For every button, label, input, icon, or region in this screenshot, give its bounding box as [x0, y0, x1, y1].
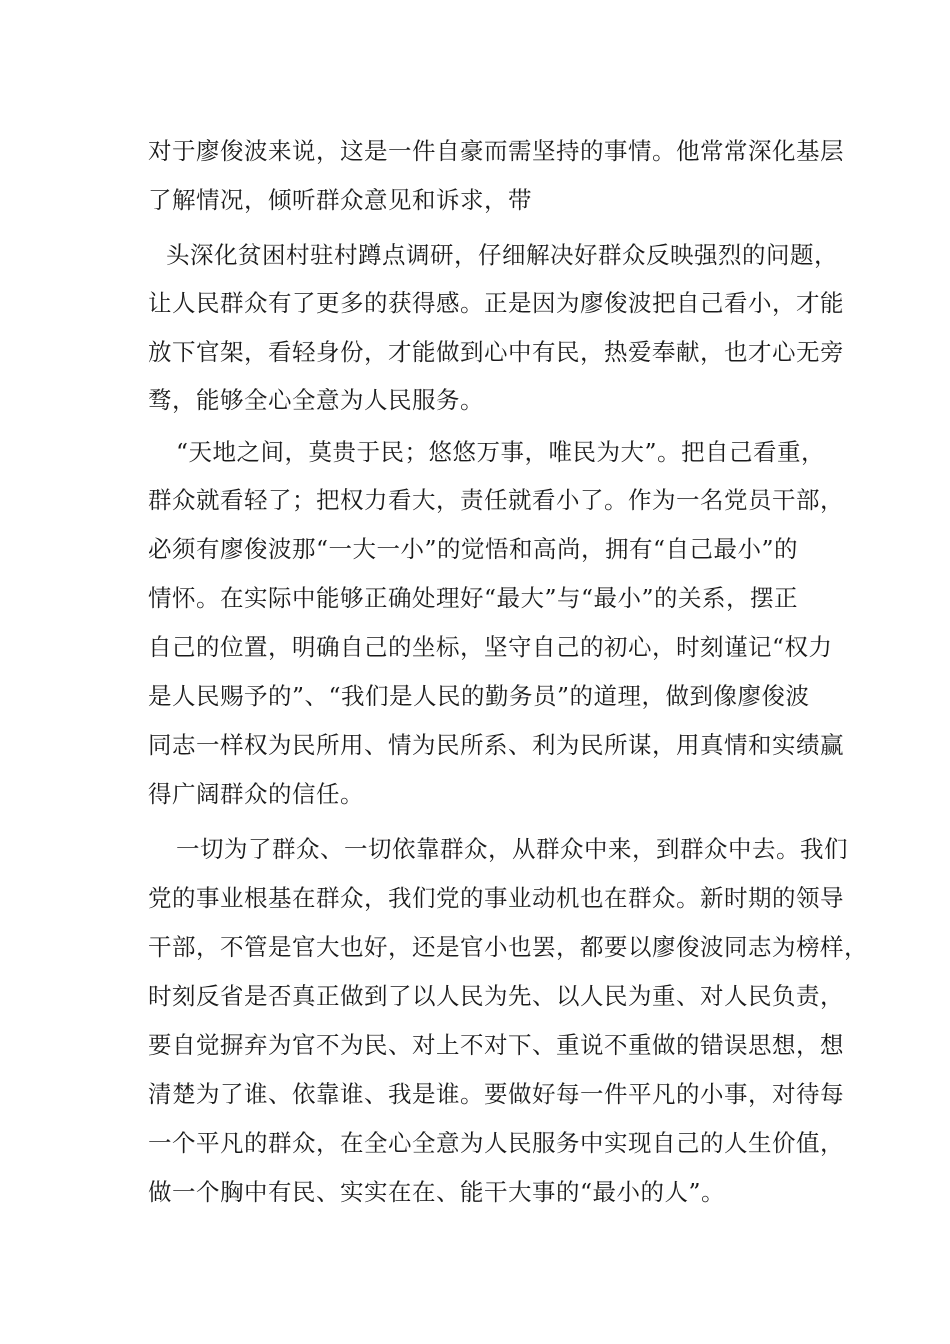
text-line: 放下官架，看轻身份，才能做到心中有民，热爱奉献，也才心无旁: [148, 338, 844, 366]
text-line: 群众就看轻了；把权力看大，责任就看小了。作为一名党员干部，: [148, 486, 844, 514]
text-line: 一个平凡的群众，在全心全意为人民服务中实现自己的人生价值，: [148, 1129, 844, 1157]
text-line: 时刻反省是否真正做到了以人民为先、以人民为重、对人民负责，: [148, 982, 844, 1010]
text-line: 要自觉摒弃为官不为民、对上不对下、重说不重做的错误思想，想: [148, 1031, 844, 1059]
text-line: 同志一样权为民所用、情为民所系、利为民所谋，用真情和实绩赢: [148, 731, 844, 759]
text-line: 得广阔群众的信任。: [148, 780, 364, 808]
text-line: 情怀。在实际中能够正确处理好“最大”与“最小”的关系，摆正: [148, 584, 799, 612]
text-line: 了解情况，倾听群众意见和诉求，带: [148, 186, 532, 214]
text-line: 骛，能够全心全意为人民服务。: [148, 386, 484, 414]
text-line: 做一个胸中有民、实实在在、能干大事的“最小的人”。: [148, 1178, 726, 1206]
text-line: 头深化贫困村驻村蹲点调研，仔细解决好群众反映强烈的问题，: [166, 241, 838, 269]
text-line: 自己的位置，明确自己的坐标，坚守自己的初心，时刻谨记“权力: [148, 633, 833, 661]
text-line: 是人民赐予的”、“我们是人民的勤务员”的道理，做到像廖俊波: [148, 682, 810, 710]
text-line: 清楚为了谁、依靠谁、我是谁。要做好每一件平凡的小事，对待每: [148, 1080, 844, 1108]
text-line: 对于廖俊波来说，这是一件自豪而需坚持的事情。他常常深化基层: [148, 137, 844, 165]
text-line: 让人民群众有了更多的获得感。正是因为廖俊波把自己看小，才能: [148, 289, 844, 317]
text-line: 党的事业根基在群众，我们党的事业动机也在群众。新时期的领导: [148, 884, 844, 912]
text-line: “天地之间，莫贵于民；悠悠万事，唯民为大”。把自己看重，: [176, 438, 826, 466]
text-line: 一切为了群众、一切依靠群众，从群众中来，到群众中去。我们: [176, 835, 848, 863]
text-line: 干部，不管是官大也好，还是官小也罢，都要以廖俊波同志为榜样，: [148, 933, 868, 961]
text-line: 必须有廖俊波那“一大一小”的觉悟和高尚，拥有“自己最小”的: [148, 535, 799, 563]
